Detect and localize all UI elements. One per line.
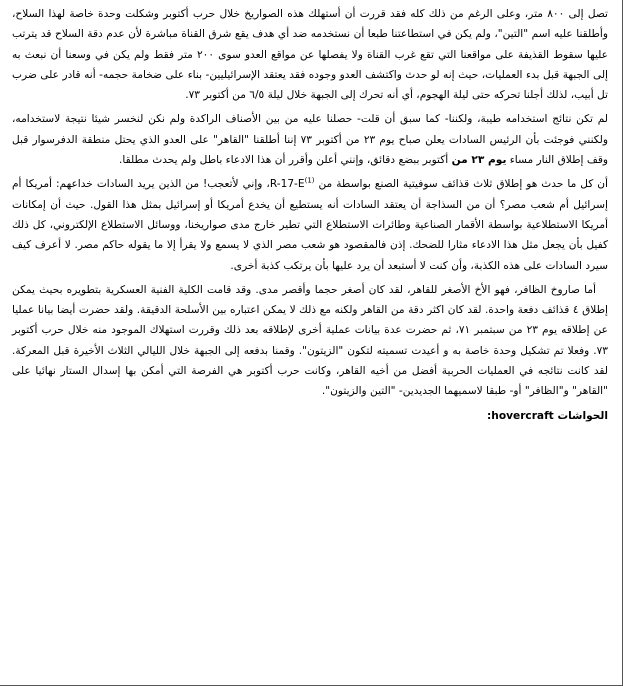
paragraph-2-text-after: أكتوبر ببضع دقائق، وإنني أعلن وأقرر أن هذا الادعاء باطل ولم يحدث مطلقا. [119, 154, 452, 167]
paragraph-2 [12, 109, 608, 170]
paragraph-1 [12, 4, 608, 105]
paragraph-3 [12, 174, 608, 275]
paragraph-2-bold-date: يوم ٢٣ من [451, 154, 507, 167]
footnotes-heading: الحواشات hovercraft: [487, 409, 608, 422]
paragraph-3-text-after: ، وإني لأتعجب! من الذين يريد السادات خداعهم: أمريكا أم إسرائيل أم شعب مصر؟ أن من السذاجة أن يعتقد السادات أنه يستطيع أن يخدع أمريكا أو إسرائيل بمثل هذا القول. حيث أن إمكانات أمريكا الاستطلاعية بواسطة الأقمار الصناعية وطائرات الاستطلاع التي تطير خارج مدى صواريخنا، ووسائل الاستطلاع الإلكتروني، كل ذلك كفيل بأن يجعل مثل هذا الادعاء مثارا للضحك. إذن فالمقصود هو شعب مصر الذي لا يسمع ولا يقرأ إلا ما يقوله حاكم مصر. لا أعرف كيف سيرد السادات على هذه الكذبة، وأن كنت لا أستبعد أن يرد عليها بأن يرتكب كذبة أخرى. [12, 178, 608, 272]
paragraph-2-text-before: لم تكن نتائج استخدامه طيبة، ولكننا- كما سبق أن قلت- حصلنا عليه من بين الأصناف الراكدة ولم نكن لنخسر شيئا نتيجة لاستخدامه، ولكنني فوجئت بأن الرئيس السادات يعلن صباح يوم ٢٣ من أكتوبر ٧٣ إننا أطلقنا "القاهر" على العدو الذي يحتل منطقة الدفرسوار قبل وقف إطلاق النار مساء [12, 113, 608, 167]
paragraph-4-text: أما صاروخ الظافر، فهو الأخ الأصغر للقاهر، لقد كان أصغر حجما وأقصر مدى. وقد قامت الكلية الفنية العسكرية بتطويره بحيث يمكن إطلاق ٤ قذائف دفعة واحدة. لقد كان اكثر دقة من القاهر ولكنه مع ذلك لا يمكن اعتباره بين الأسلحة الدقيقة. ولقد حضرت أيضا بيانا عمليا عن إطلاقه يوم ٢٣ من سبتمبر ٧١، ثم حضرت عدة بيانات عملية أخرى لإطلاقه بعد ذلك وقررت استهلاك الموجود منه خلال حرب أكتوبر ٧٣. وفعلا تم تشكيل وحدة خاصة به و أعيدت تسميته لتكون "الزيتون". وقمنا بدفعه إلى الجبهة خلال الليالي الثلاث الأخيرة قبل المعركة. لقد كانت نتائجه في العمليات الحربية أفضل من أخيه القاهر، وكانت حرب أكتوبر هي الفرصة التي أمكن بها إسدال الستار نهائيا على "القاهر" و"الظافر" أو- طبقا لاسميهما الجديدين- "التين والزيتون". [12, 283, 608, 398]
document-body [12, 4, 608, 426]
paragraph-4 [12, 280, 608, 402]
footnote-marker: (1) [304, 176, 315, 185]
paragraph-1-text: تصل إلى ٨٠٠ متر، وعلى الرغم من ذلك كله فقد قررت أن أستهلك هذه الصواريخ خلال حرب أكتوبر وشكلت وحدة خاصة لهذا السلاح، وأطلقنا عليه اسم "التين"، ولم يكن في استطاعتنا طبعا أن نستخدمه ضد أي هدف يقع شرق القناة مباشرة لأن عدم دقة السلاح قد يترتب عليها سقوط القذيفة على مواقعنا التي تقع غرب القناة ولا يفصلها عن مواقع العدو سوى ٢٠٠ متر فقط ولم يكن في وسعنا أن نبعث به إلى الجبهة قبل بدء العمليات، حيث إنه لو حدث واكتشف العدو وجوده فقد يعتقد الإسرائيليين- بناء على ضخامة حجمه- أنه قادر على ضرب تل أبيب، لذلك أجلنا تحركه حتى ليلة الهجوم، أي أنه تحرك إلى الجبهة خلال ليلة ٦/٥ من أكتوبر ٧٣. [12, 8, 608, 102]
paragraph-3-text-before: أن كل ما حدث هو إطلاق ثلاث قذائف سوفيتية الصنع بواسطة من R-17-E [269, 178, 608, 191]
